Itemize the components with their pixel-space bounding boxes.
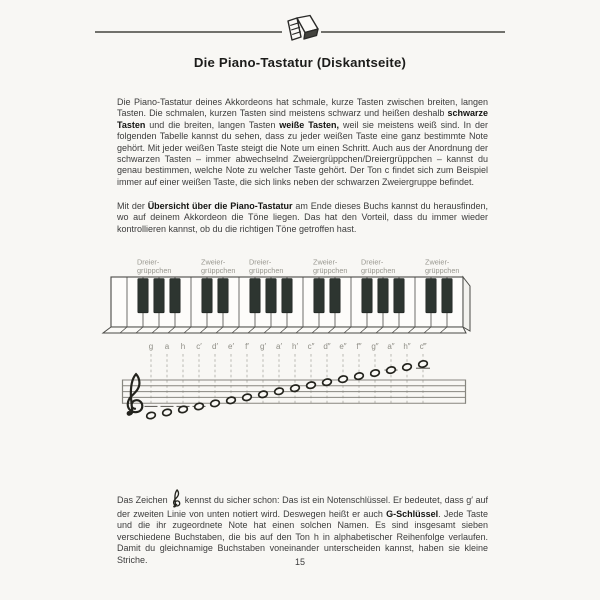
note-label: d′: [212, 342, 218, 351]
black-key: [362, 279, 372, 313]
bold-term: weiße Tasten,: [279, 119, 340, 130]
whole-note: [402, 363, 412, 371]
whole-note: [354, 372, 364, 380]
black-key: [426, 279, 436, 313]
page-title: Die Piano-Tastatur (Diskantseite): [193, 55, 407, 70]
text-run: Mit der: [117, 201, 148, 211]
whole-note: [306, 381, 316, 389]
black-key: [314, 279, 324, 313]
group-label: grüppchen: [313, 266, 348, 275]
black-key: [394, 279, 404, 313]
black-key: [218, 279, 228, 313]
bold-term: Übersicht über die Piano-Tastatur: [147, 201, 293, 211]
note-label: a′: [276, 342, 282, 351]
whole-note: [338, 375, 348, 383]
group-label: Zweier-: [201, 257, 226, 267]
text-run: am Ende dieses Buchs kannst du herausfinden, wo auf deinem Akkordeon die Töne liegen. Das hat den Vorteil, dass du immer wieder kontrollieren kannst, ob du die richtigen Töne getroffen hast.: [117, 201, 489, 234]
note-label: a″: [387, 342, 395, 351]
text-run: Die Piano-Tastatur deines Akkordeons hat schmale, kurze Tasten zwischen breiten, langen Tasten. Die schmalen, kurzen Tasten sind meistens schwarz und heißen deshalb: [117, 97, 488, 119]
group-label: grüppchen: [137, 266, 172, 275]
note-label: h: [180, 342, 186, 351]
text-run: weil sie meistens weiß sind. In der folgenden Tabelle kannst du sehen, dass zu jeder weißen Taste eine ganz bestimmte Note gehört. Mit jeder weißen Taste steigt die Note um einen Schritt. Auch aus der Anordnung der schwarzen Tasten – immer abwechselnd Zweiergrüppchen/Dreiergrüppchen – kannst du genau bestimmen, welche Note zu welcher Taste gehört. Der Ton c findet sich zum Beispiel immer auf einer weißen Taste, die sich links neben der schwarzen Zweiergruppe befindet.: [117, 119, 488, 187]
whole-note: [274, 387, 284, 395]
black-key: [170, 279, 180, 313]
note-label: h″: [403, 342, 411, 351]
group-label: Dreier-: [361, 257, 384, 267]
text-run: Das Zeichen: [117, 495, 171, 505]
whole-note: [322, 378, 332, 386]
text-run: . Jede Taste und die ihr zugeordnete Note hat einen solchen Namen. Es sind insgesamt sieben verschiedene Buchstaben, die bis auf den Ton h in alphabetischer Reihenfolge verlaufen. Damit du gleichnamige Buchstaben voneinander unterscheiden kannst, haben sie kleine Striche.: [117, 509, 488, 565]
black-key: [154, 279, 164, 313]
note-label: c″: [307, 342, 315, 351]
text-run: kennst du sicher schon: Das ist ein Notenschlüssel. Er bedeutet, dass g′ auf der zweiten Linie von unten notiert wird. Deswegen heißt er auch: [117, 495, 489, 519]
group-label: Zweier-: [425, 257, 450, 267]
note-label: g: [148, 342, 154, 351]
black-key: [282, 279, 292, 313]
whole-note: [162, 408, 172, 416]
note-label: g″: [371, 342, 379, 351]
note-label: c‴: [419, 342, 427, 351]
group-label: grüppchen: [249, 266, 284, 275]
page-number: 15: [294, 557, 305, 567]
note-label: f″: [356, 342, 362, 351]
whole-note: [386, 366, 396, 374]
note-label: d″: [323, 342, 331, 351]
black-key: [138, 279, 148, 313]
black-key: [442, 279, 452, 313]
black-key: [266, 279, 276, 313]
black-key: [250, 279, 260, 313]
note-label: a: [164, 342, 170, 351]
note-label: f′: [245, 342, 249, 351]
whole-note: [210, 399, 220, 407]
note-label: e′: [228, 342, 234, 351]
black-key: [202, 279, 212, 313]
note-label: e″: [339, 342, 347, 351]
keyboard-side-cap: [463, 277, 470, 331]
whole-note: [146, 411, 156, 419]
note-label: h′: [292, 342, 298, 351]
group-label: Zweier-: [313, 257, 338, 267]
group-label: Dreier-: [137, 257, 160, 267]
black-key: [378, 279, 388, 313]
group-label: Dreier-: [249, 257, 272, 267]
whole-note: [370, 369, 380, 377]
whole-note: [242, 393, 252, 401]
whole-note: [418, 360, 428, 368]
group-label: grüppchen: [361, 266, 396, 275]
bold-term: schwarze Tasten: [117, 108, 488, 130]
text-run: und die breiten, langen Tasten: [145, 119, 280, 130]
black-key: [330, 279, 340, 313]
group-label: grüppchen: [425, 266, 460, 275]
note-label: c′: [196, 342, 202, 351]
group-label: grüppchen: [201, 266, 236, 275]
bold-term: G-Schlüssel: [386, 509, 439, 519]
note-label: g′: [260, 342, 266, 351]
